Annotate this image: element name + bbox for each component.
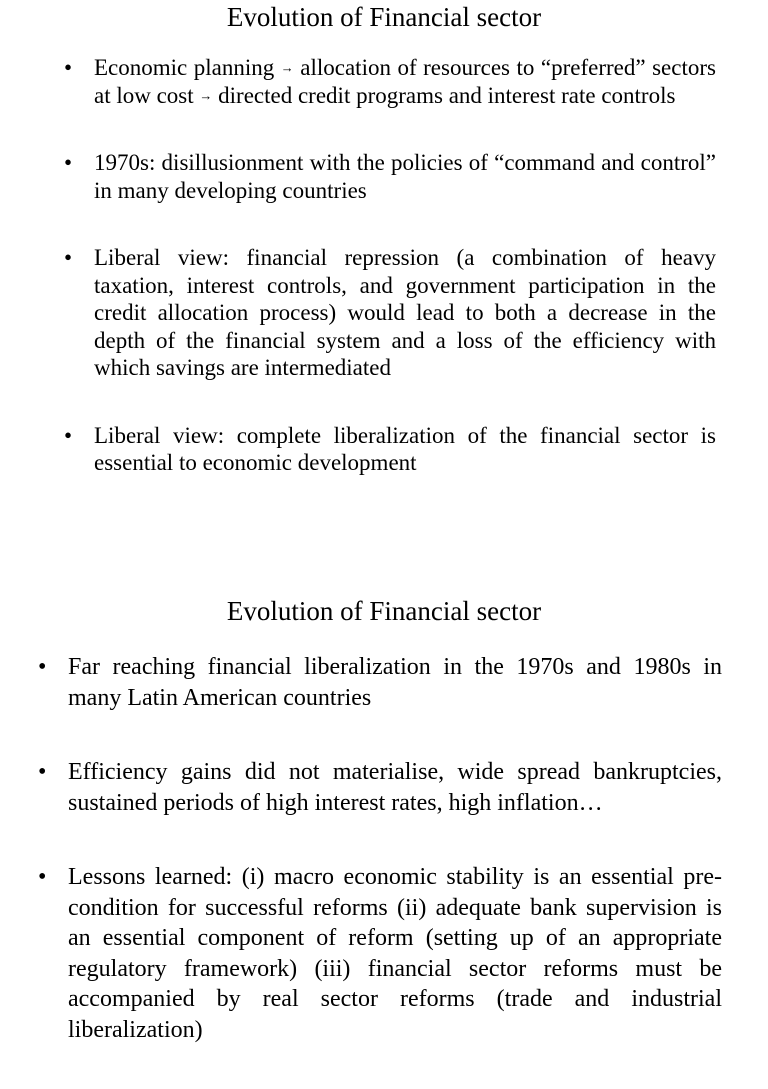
list-item [64, 244, 716, 382]
slide-2 [0, 594, 768, 1089]
arrow-right-icon: → [199, 87, 213, 103]
slide-2-bullet-list [0, 652, 768, 1045]
list-item-text: 1970s: disillusionment with the policies of “command and control” in many developing countries [94, 150, 716, 203]
bullet-icon: • [38, 759, 47, 785]
bullet-icon: • [38, 654, 47, 680]
list-item [38, 862, 722, 1045]
bullet-icon: • [64, 55, 73, 80]
slide-1 [0, 0, 768, 517]
slide-2-title: Evolution of Financial sector [226, 596, 542, 626]
list-item-text: Efficiency gains did not materialise, wide spread bankruptcies, sustained periods of high interest rates, high inflation… [68, 759, 722, 816]
list-item-text: Economic planning [94, 55, 281, 80]
list-item [64, 422, 716, 477]
list-item-text: Far reaching financial liberalization in the 1970s and 1980s in many Latin American countries [68, 654, 722, 711]
slide-1-title: Evolution of Financial sector [226, 2, 542, 32]
bullet-icon: • [64, 422, 73, 448]
slide-1-bullet-list [0, 54, 768, 477]
list-item-text: Liberal view: financial repression (a combination of heavy taxation, interest controls, and government participation in the credit allocation process) would lead to both a decrease in the depth of the financial system and a loss of the efficiency with which savings are intermediated [94, 245, 716, 380]
list-item-text: allocation of resources to “preferred” sectors at low cost [94, 55, 716, 108]
list-item [64, 149, 716, 204]
bullet-icon: • [64, 150, 73, 175]
list-item [38, 652, 722, 713]
bullet-icon: • [64, 245, 73, 270]
arrow-right-icon: → [280, 60, 294, 75]
list-item-text: Lessons learned: (i) macro economic stability is an essential pre-condition for successful reforms (ii) adequate bank supervision is an essential component of reform (setting up of an appropriate regulatory framework) (iii) financial sector reforms must be accompanied by real sector reforms (trade and industrial liberalization) [68, 864, 722, 1043]
list-item [38, 757, 722, 818]
list-item-text: directed credit programs and interest rate controls [212, 82, 676, 108]
list-item [64, 54, 716, 109]
list-item-text: Liberal view: complete liberalization of the financial sector is essential to economic development [94, 422, 716, 475]
bullet-icon: • [38, 864, 47, 890]
